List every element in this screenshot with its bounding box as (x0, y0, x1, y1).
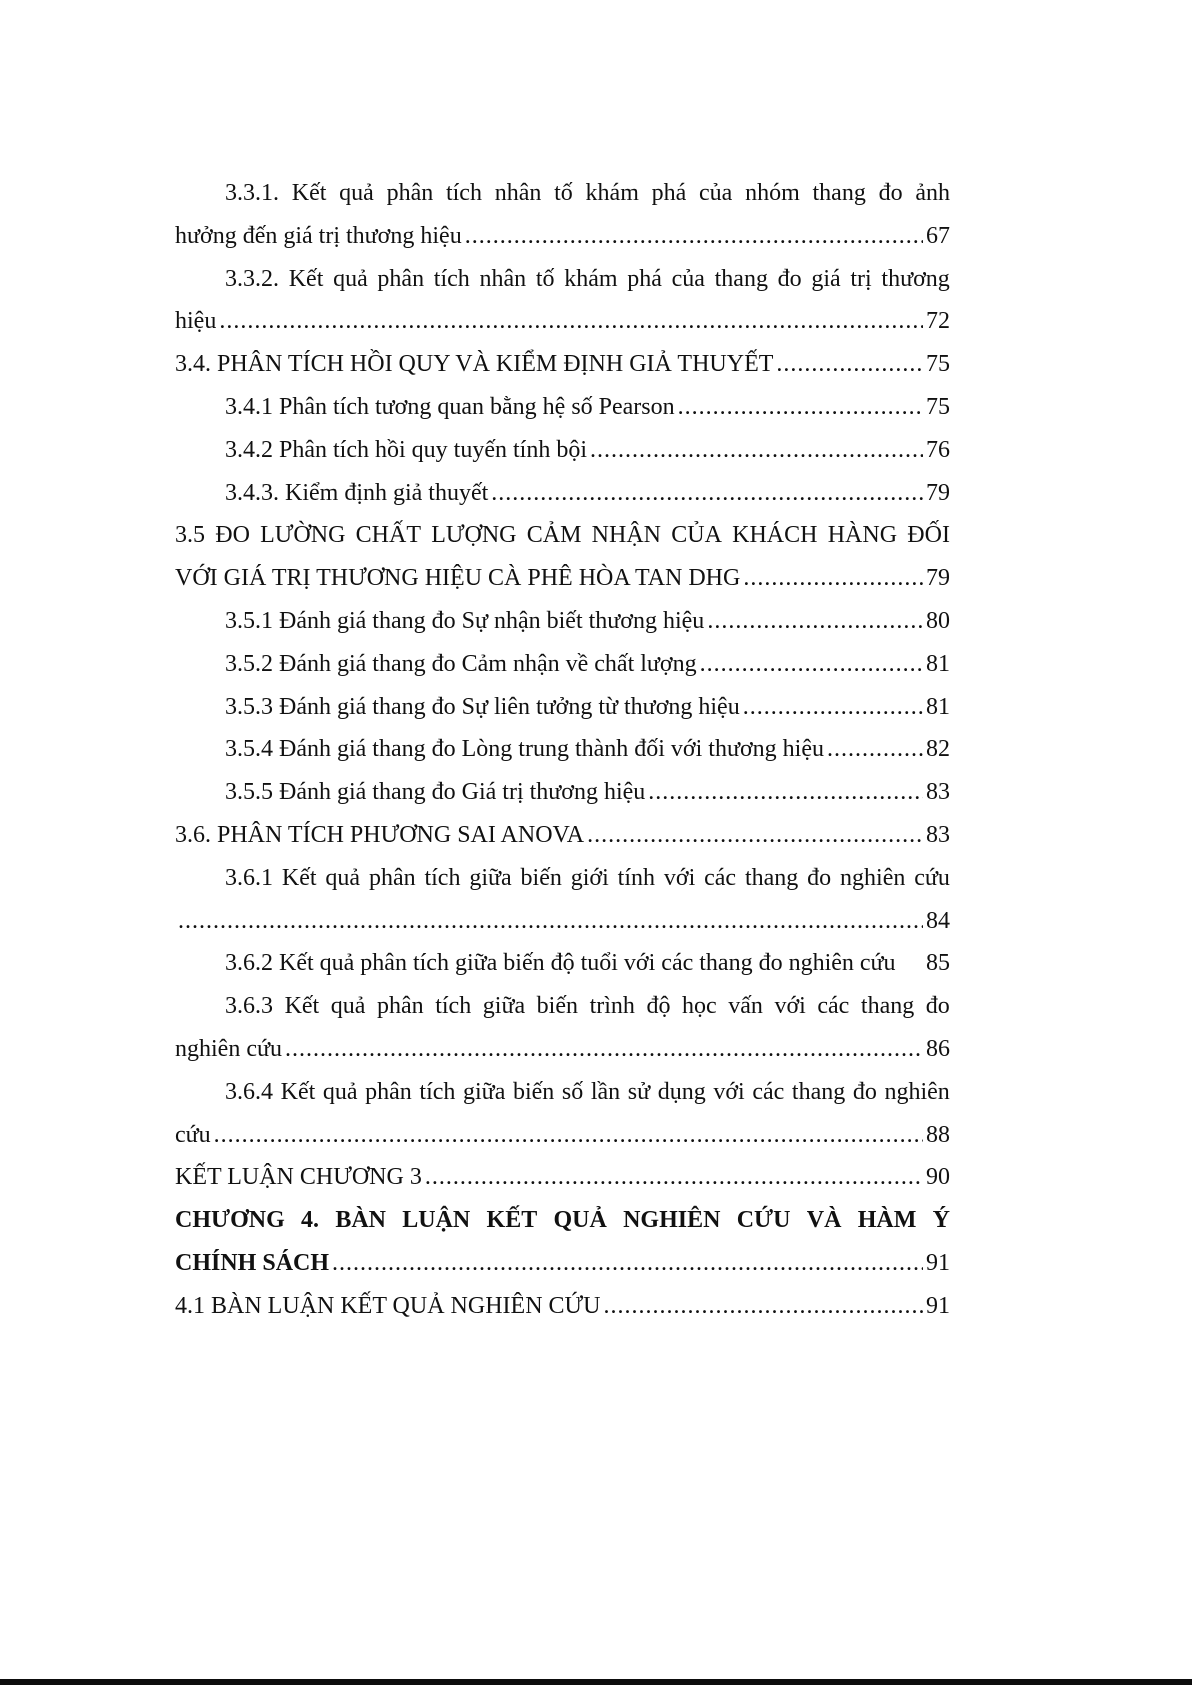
dot-leader (219, 300, 923, 343)
toc-page-number: 81 (926, 650, 950, 677)
toc-entry-3-6-4[interactable] (175, 1114, 950, 1157)
toc-entry-3-6-1-line1: 3.6.1 Kết quả phân tích giữa biến giới tính với các thang đo nghiên cứu (225, 864, 950, 891)
toc-entry-3-3-1[interactable] (175, 215, 950, 258)
toc-entry-text: 3.5.2 Đánh giá thang đo Cảm nhận về chất lượng (225, 650, 697, 677)
toc-entry-3-6-2[interactable] (175, 942, 950, 985)
dot-leader (776, 343, 923, 386)
toc-entry-3-6-3-line1: 3.6.3 Kết quả phân tích giữa biến trình độ học vấn với các thang đo (225, 993, 950, 1020)
dot-leader (332, 1242, 923, 1285)
dot-leader (590, 429, 923, 472)
toc-entry-text: CHÍNH SÁCH (175, 1249, 330, 1276)
toc-entry-3-6-1[interactable] (175, 900, 950, 943)
toc-entry-text: KẾT LUẬN CHƯƠNG 3 (175, 1164, 422, 1191)
dot-leader (743, 686, 923, 729)
toc-entry-3-5-line1: 3.5 ĐO LƯỜNG CHẤT LƯỢNG CẢM NHẬN CỦA KHÁCH HÀNG ĐỐI (175, 522, 950, 549)
page-bottom-edge (0, 1679, 1192, 1685)
dot-leader (491, 472, 923, 515)
toc-page-number: 67 (926, 222, 950, 249)
dot-leader (648, 771, 923, 814)
dot-leader (743, 557, 923, 600)
toc-entry-3-6[interactable] (175, 814, 950, 857)
dot-leader (425, 1156, 923, 1199)
toc-entry-ket-luan-chuong-3[interactable] (175, 1156, 950, 1199)
toc-page-number: 90 (926, 1164, 950, 1191)
toc-page-number: 88 (926, 1121, 950, 1148)
toc-page-number: 82 (926, 736, 950, 763)
toc-entry-3-6-3[interactable] (175, 1028, 950, 1071)
toc-page-number: 83 (926, 779, 950, 806)
toc-entry-3-5-1[interactable] (175, 600, 950, 643)
toc-entry-text: 3.5.3 Đánh giá thang đo Sự liên tưởng từ thương hiệu (225, 693, 740, 720)
dot-leader (707, 600, 923, 643)
toc-page-number: 81 (926, 693, 950, 720)
toc-entry-text: 3.4.1 Phân tích tương quan bằng hệ số Pearson (225, 393, 675, 420)
toc-page-number: 86 (926, 1035, 950, 1062)
toc-entry-text: 4.1 BÀN LUẬN KẾT QUẢ NGHIÊN CỨU (175, 1292, 601, 1319)
toc-entry-text: 3.6. PHÂN TÍCH PHƯƠNG SAI ANOVA (175, 821, 585, 848)
toc-entry-chuong-4-line1: CHƯƠNG 4. BÀN LUẬN KẾT QUẢ NGHIÊN CỨU VÀ HÀM Ý (175, 1207, 950, 1234)
dot-leader (700, 643, 923, 686)
dot-leader (827, 728, 923, 771)
toc-entry-3-4-3[interactable] (175, 472, 950, 515)
toc-entry-text: 3.4.3. Kiểm định giả thuyết (225, 479, 489, 506)
toc-page-number: 72 (926, 308, 950, 335)
toc-entry-3-4-2[interactable] (175, 429, 950, 472)
toc-entry-text: 3.4. PHÂN TÍCH HỒI QUY VÀ KIỂM ĐỊNH GIẢ THUYẾT (175, 351, 774, 378)
dot-leader (587, 814, 923, 857)
toc-entry-3-3-1-line1: 3.3.1. Kết quả phân tích nhân tố khám phá của nhóm thang đo ảnh (225, 180, 950, 206)
toc-entry-text: 3.5.1 Đánh giá thang đo Sự nhận biết thương hiệu (225, 607, 705, 634)
toc-page-number: 75 (926, 351, 950, 378)
toc-page-number: 84 (926, 907, 950, 934)
toc-entry-3-3-2[interactable] (175, 300, 950, 343)
toc-entry-3-5-4[interactable] (175, 728, 950, 771)
dot-leader (214, 1114, 923, 1157)
toc-entry-chuong-4[interactable] (175, 1242, 950, 1285)
toc-entry-3-4[interactable] (175, 343, 950, 386)
toc-entry-text: hiệu (175, 308, 217, 335)
toc-entry-3-5-2[interactable] (175, 643, 950, 686)
toc-page-number: 79 (926, 479, 950, 506)
toc-entry-text: 3.5.4 Đánh giá thang đo Lòng trung thành đối với thương hiệu (225, 736, 824, 763)
toc-entry-3-6-4-line1: 3.6.4 Kết quả phân tích giữa biến số lần sử dụng với các thang đo nghiên (225, 1078, 950, 1105)
dot-leader (285, 1028, 923, 1071)
table-of-contents (175, 172, 950, 1328)
toc-page-number: 75 (926, 393, 950, 420)
toc-entry-text: hưởng đến giá trị thương hiệu (175, 222, 462, 249)
toc-page-number: 80 (926, 607, 950, 634)
toc-entry-3-3-2-line1: 3.3.2. Kết quả phân tích nhân tố khám phá của thang đo giá trị thương (225, 265, 950, 292)
toc-entry-text: 3.4.2 Phân tích hồi quy tuyến tính bội (225, 436, 587, 463)
toc-entry-3-4-1[interactable] (175, 386, 950, 429)
toc-entry-text: 3.5.5 Đánh giá thang đo Giá trị thương hiệu (225, 779, 646, 806)
toc-page-number: 85 (926, 950, 950, 977)
toc-entry-3-5[interactable] (175, 557, 950, 600)
toc-entry-text: 3.6.2 Kết quả phân tích giữa biến độ tuổi với các thang đo nghiên cứu (225, 950, 896, 977)
toc-entry-text: VỚI GIÁ TRỊ THƯƠNG HIỆU CÀ PHÊ HÒA TAN DHG (175, 565, 741, 592)
toc-page-number: 83 (926, 821, 950, 848)
toc-page-number: 91 (926, 1292, 950, 1319)
dot-leader (678, 386, 923, 429)
dot-leader (603, 1285, 923, 1328)
toc-entry-3-5-5[interactable] (175, 771, 950, 814)
dot-leader (178, 900, 923, 943)
dot-leader (465, 215, 923, 258)
toc-page-number: 76 (926, 436, 950, 463)
toc-entry-3-5-3[interactable] (175, 686, 950, 729)
toc-page-number: 79 (926, 565, 950, 592)
toc-page-number: 91 (926, 1249, 950, 1276)
toc-entry-text: cứu (175, 1121, 211, 1148)
toc-entry-text: nghiên cứu (175, 1035, 282, 1062)
toc-entry-4-1[interactable] (175, 1285, 950, 1328)
